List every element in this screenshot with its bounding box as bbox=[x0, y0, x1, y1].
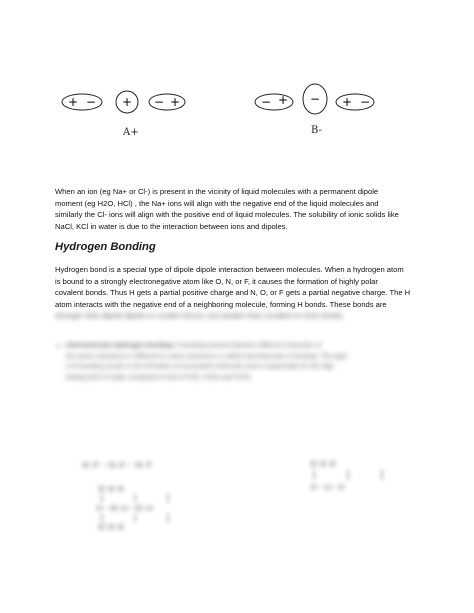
text-line: of H bonding results in the formation of associated molecules and is responsible for the high bbox=[66, 363, 334, 370]
cation-label: A+ bbox=[123, 127, 139, 138]
text-line: is bound to a strongly electronegative atom like O, N, or F, it causes the formation of highly polar bbox=[55, 276, 378, 286]
dipole-sign: − bbox=[86, 95, 97, 109]
hf-chain: H–F····H–F····H–F bbox=[82, 461, 152, 470]
bullet-icon: • bbox=[57, 341, 61, 351]
dipole-sign: − bbox=[154, 95, 165, 109]
right-lattice bbox=[310, 460, 382, 492]
left-lattice bbox=[96, 485, 168, 532]
text-line: covalent bonds. Thus H gets a partial positive charge and N, O, or F gets a partial negative charge. The H bbox=[55, 288, 411, 298]
dipole-sign: + bbox=[342, 95, 353, 109]
ion-sign: − bbox=[310, 92, 321, 106]
lattice-row: H H H bbox=[98, 523, 125, 532]
lattice-row: O···H–O···H–O bbox=[96, 504, 153, 513]
dipole-sign: + bbox=[170, 95, 181, 109]
anion-label: B- bbox=[311, 125, 322, 136]
text-line: similarly the Cl- ions will align with the positive end of liquid molecules. The solubility of ionic solids like bbox=[55, 210, 399, 220]
text-line: atom interacts with the negative end of a neighboring molecule, forming H bonds. These bonds are bbox=[55, 299, 387, 309]
text-line: boiling point of water compared to that of H2S, H2Se and H2Te. bbox=[66, 373, 252, 381]
text-line: the same substance or different or same substance is called intermolecular H bonding. This type bbox=[66, 352, 347, 360]
ion-sign: + bbox=[122, 95, 133, 109]
lattice-row: H H H bbox=[310, 460, 337, 469]
text-line: moment (eg H2O, HCl) , the Na+ ions will align with the negative end of the liquid molecules and bbox=[55, 198, 379, 208]
bullet-text: H bonding present between different molecules of bbox=[174, 342, 321, 349]
lattice-row: H H H bbox=[98, 485, 125, 494]
section-heading: Hydrogen Bonding bbox=[55, 241, 156, 253]
dipole-sign: − bbox=[261, 95, 272, 109]
text-line-blurred: stronger than dipole-dipole or London forces, but weaker than covalent or ionic bonds. bbox=[55, 311, 345, 321]
text-line: NaCl, KCl in water is due to the interaction between ions and dipoles. bbox=[55, 221, 288, 231]
dipole-sign: + bbox=[68, 95, 79, 109]
bullet-lead: Intermolecular Hydrogen bonding: bbox=[66, 342, 175, 349]
text-line: Hydrogen bond is a special type of dipole dipole interaction between molecules. When a hydrogen atom bbox=[55, 265, 404, 274]
text-line: When an ion (eg Na+ or Cl-) is present in the vicinity of liquid molecules with a permanent dipole bbox=[55, 187, 379, 196]
lattice-row: O···O···O bbox=[310, 483, 345, 492]
dipole-sign: − bbox=[360, 95, 371, 109]
dipole-sign: + bbox=[278, 93, 289, 107]
